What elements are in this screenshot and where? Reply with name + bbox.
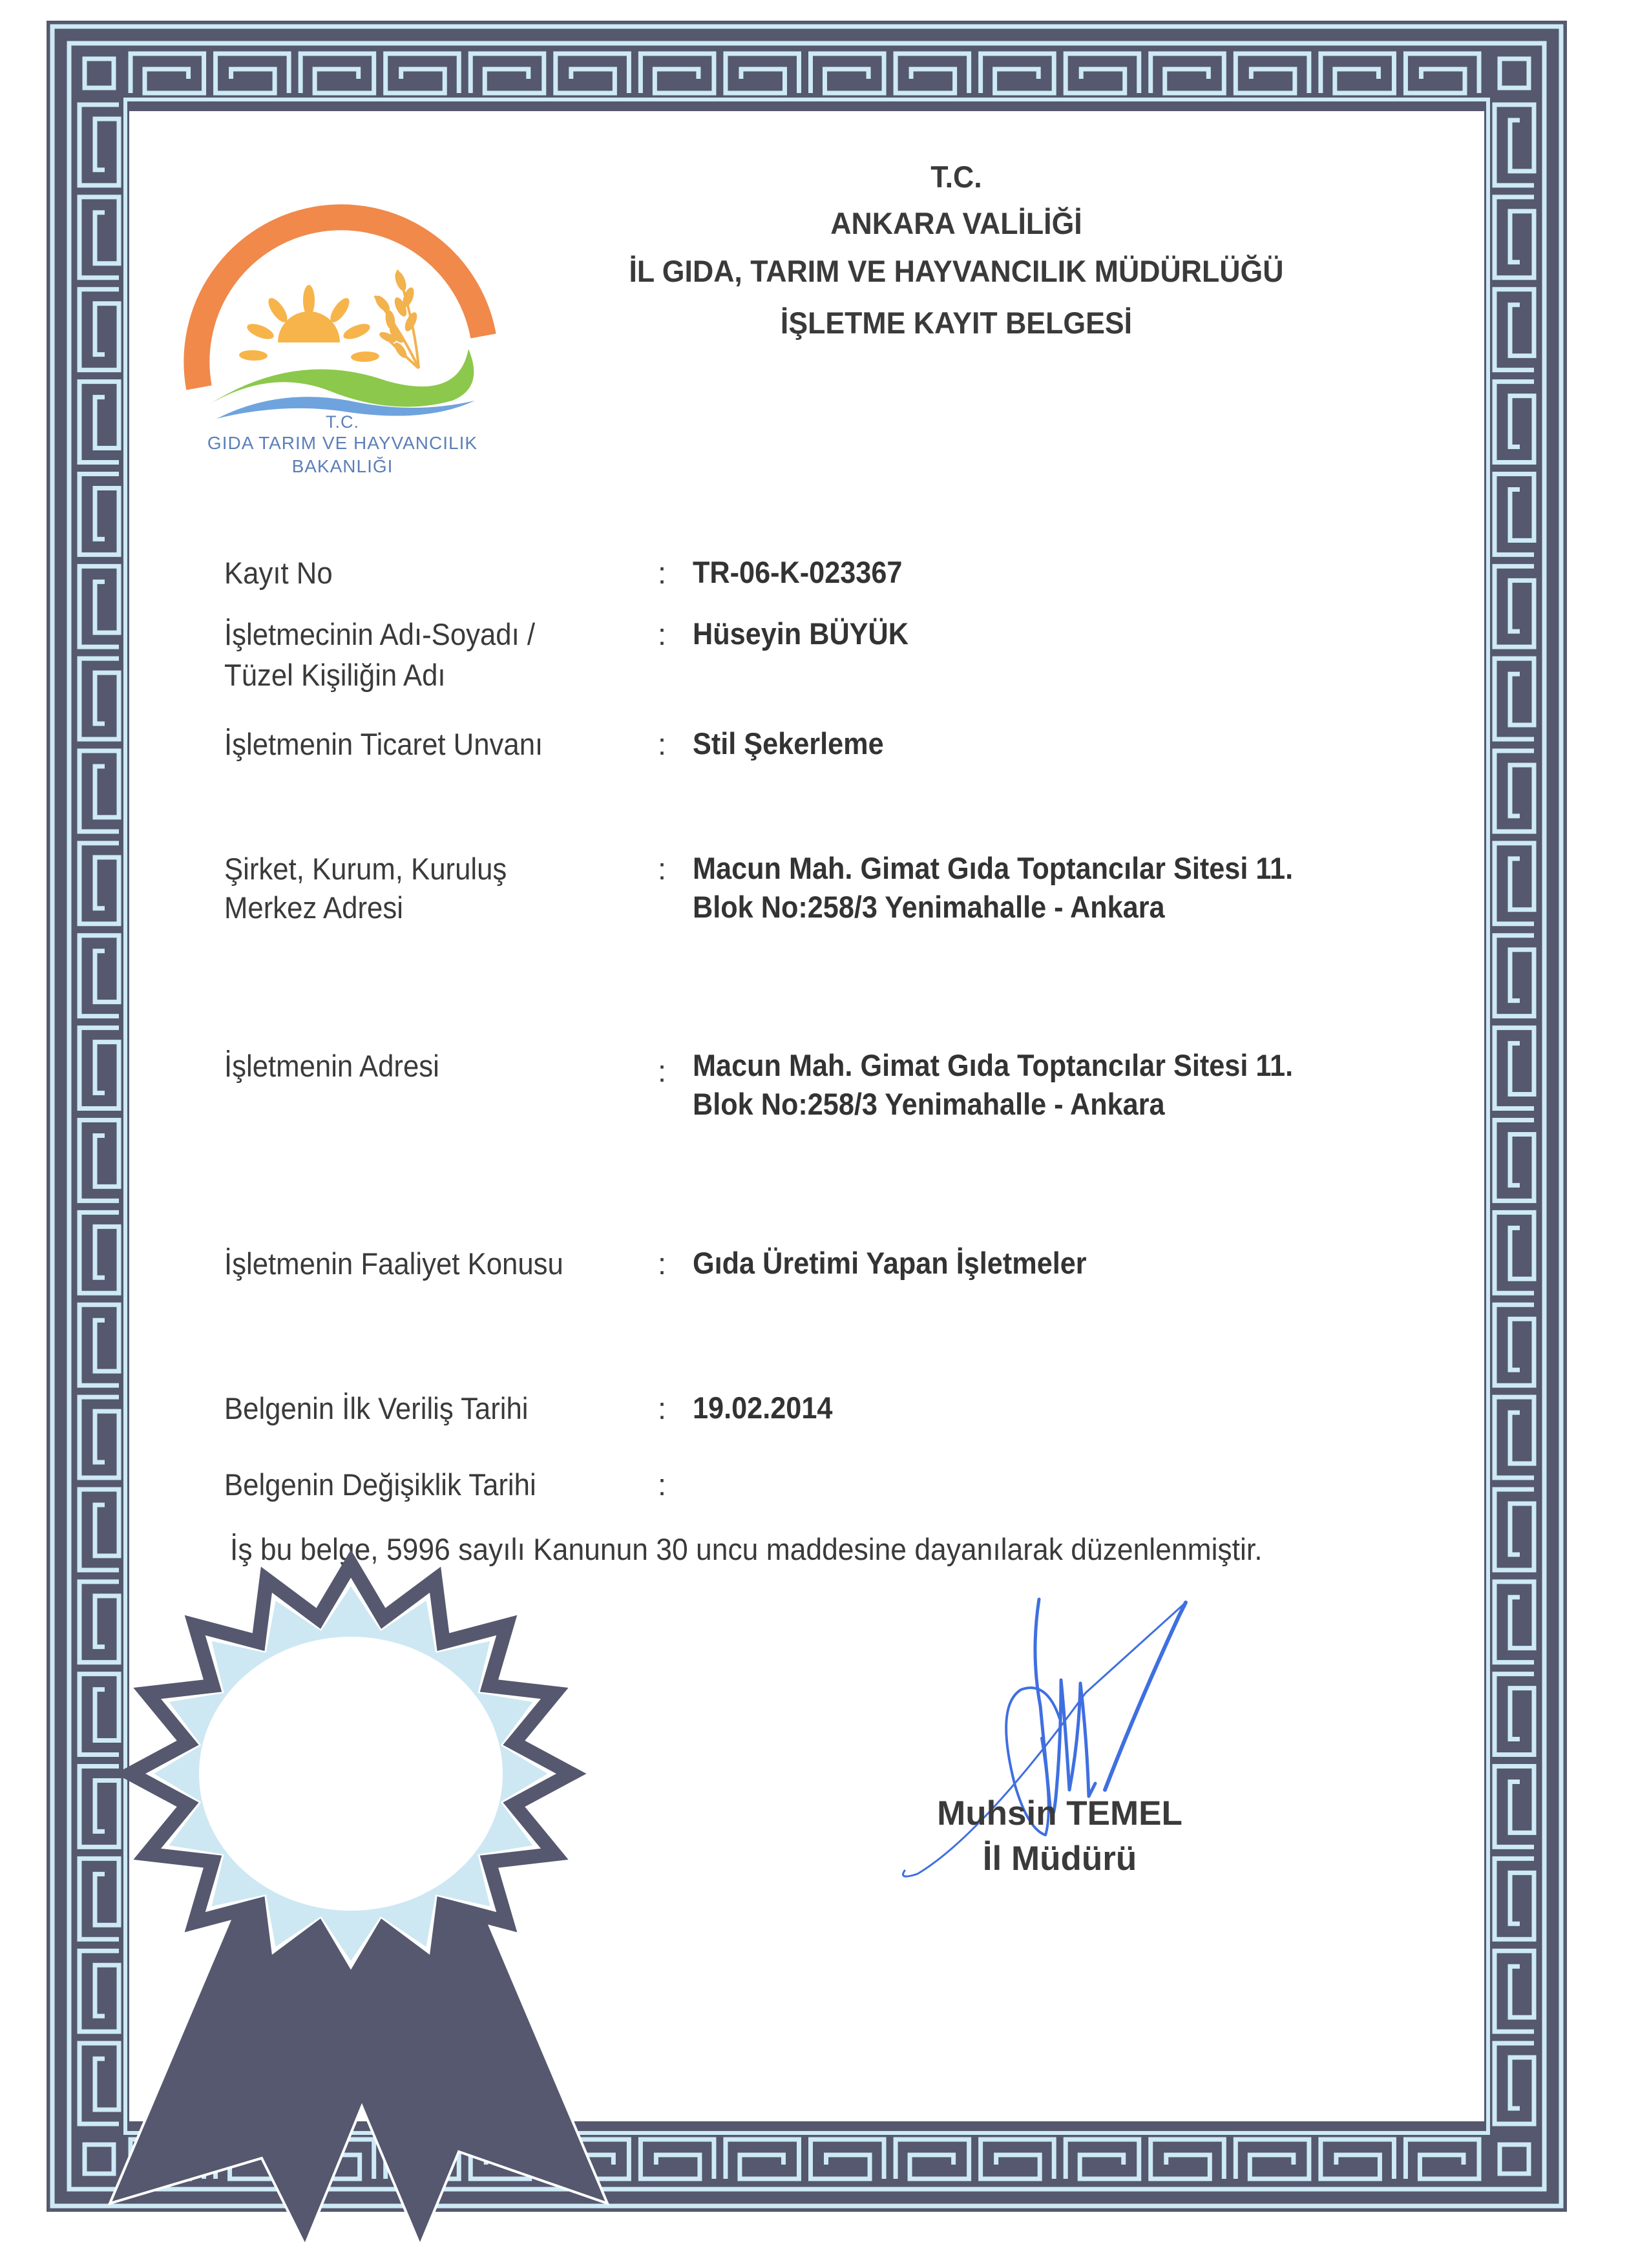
logo-tc-text: T.C. [325,412,359,432]
field-label: İşletmenin Faaliyet Konusu [224,1246,563,1281]
logo-ministry-text: GIDA TARIM VE HAYVANCILIK [207,433,478,453]
logo-ministry-text-2: BAKANLIĞI [291,456,394,476]
field-value: Gıda Üretimi Yapan İşletmeler [693,1246,1087,1280]
field-value-line2: Blok No:258/3 Yenimahalle - Ankara [693,890,1165,924]
field-label: İşletmenin Ticaret Unvanı [224,727,543,761]
field-value: Macun Mah. Gimat Gıda Toptancılar Sitesi 11. [693,1048,1294,1082]
field-label: İşletmenin Adresi [224,1049,439,1083]
field-label: Şirket, Kurum, Kuruluş [224,852,507,886]
rosette-seal-icon [97,1551,614,2249]
field-value: Stil Şekerleme [693,726,884,761]
field-value-line2: Blok No:258/3 Yenimahalle - Ankara [693,1087,1165,1121]
legal-note: İş bu belge, 5996 sayılı Kanunun 30 uncu maddesine dayanılarak düzenlenmiştir. [230,1532,1263,1566]
field-label: Belgenin İlk Veriliş Tarihi [224,1391,529,1425]
ministry-logo [181,174,504,491]
field-separator: : [658,1246,667,1281]
field-label-line2: Tüzel Kişiliğin Adı [224,658,446,692]
header-governorship: ANKARA VALİLİĞİ [830,206,1082,240]
field-value: 19.02.2014 [693,1391,833,1425]
document-title: İŞLETME KAYIT BELGESİ [780,306,1133,340]
field-label: Belgenin Değişiklik Tarihi [224,1467,536,1502]
field-separator: : [658,556,667,590]
field-separator: : [658,727,667,761]
header-directorate: İL GIDA, TARIM VE HAYVANCILIK MÜDÜRLÜĞÜ [629,254,1284,288]
field-label: Kayıt No [224,556,333,590]
field-label-line2: Merkez Adresi [224,890,403,925]
field-separator: : [658,1391,667,1425]
field-label: İşletmecinin Adı-Soyadı / [224,617,536,651]
field-separator: : [658,1467,667,1502]
seal-center [199,1637,503,1911]
field-separator: : [658,1054,667,1088]
field-separator: : [658,852,667,886]
header-tc: T.C. [930,160,982,194]
field-value: TR-06-K-023367 [693,555,903,589]
field-value: Macun Mah. Gimat Gıda Toptancılar Sitesi 11. [693,851,1294,885]
signatory-title: İl Müdürü [982,1840,1137,1878]
field-value: Hüseyin BÜYÜK [693,616,909,651]
signatory-name: Muhsin TEMEL [937,1794,1182,1832]
field-separator: : [658,617,667,651]
